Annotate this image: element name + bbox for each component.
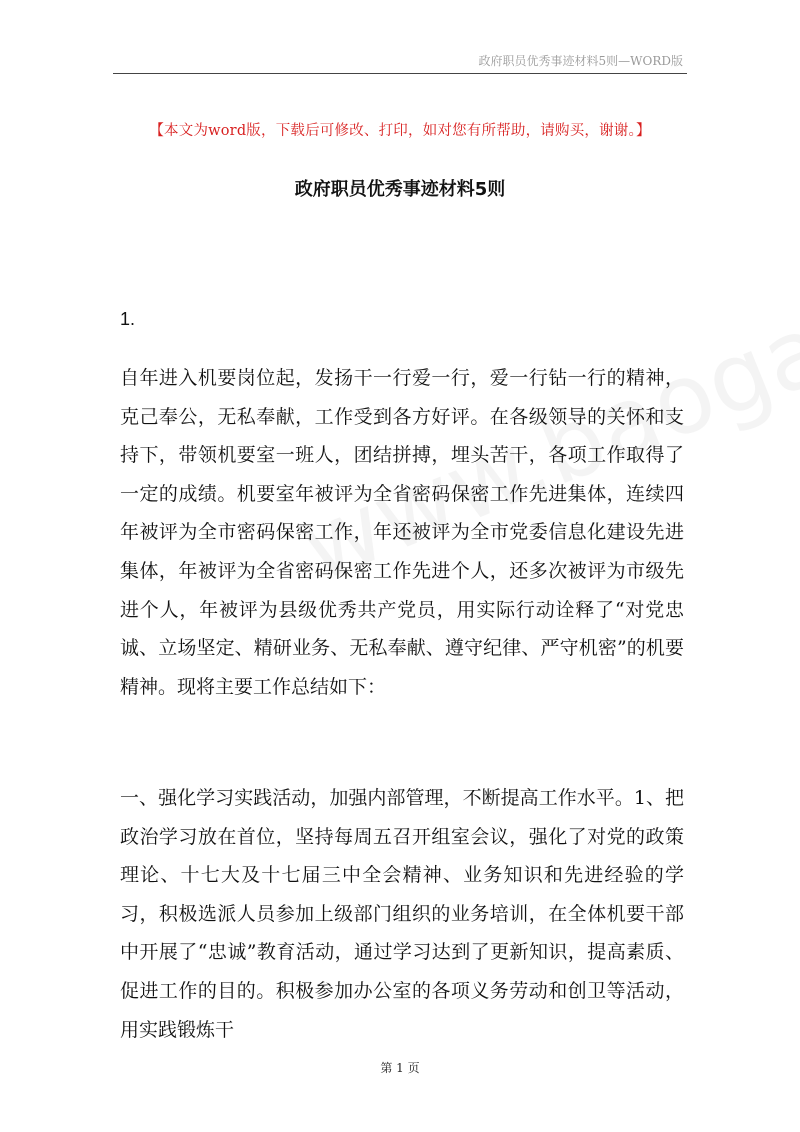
download-notice: 【本文为word版，下载后可修改、打印，如对您有所帮助，请购买，谢谢。】 xyxy=(149,123,651,139)
header-divider xyxy=(113,73,687,74)
section-number: 1. xyxy=(120,309,136,329)
page-number: 第 1 页 xyxy=(380,1061,420,1075)
body-paragraph-2: 一、强化学习实践活动，加强内部管理，不断提高工作水平。1、把政治学习放在首位，坚持每周五召开组室会议，强化了对党的政策理论、十七大及十七届三中全会精神、业务知识和先进经验的学习，积极选派人员参加上级部门组织的业务培训，在全体机要干部中开展了“忠诚”教育活动，通过学习达到了更新知识，提高素质、促进工作的目的。积极参加办公室的各项义务劳动和创卫等活动，用实践锻炼干 xyxy=(120,787,684,1041)
document-title: 政府职员优秀事迹材料5则 xyxy=(294,179,506,200)
body-paragraph-1: 自年进入机要岗位起，发扬干一行爱一行，爱一行钻一行的精神，克己奉公，无私奉献，工作受到各方好评。在各级领导的关怀和支持下，带领机要室一班人，团结拼搏，埋头苦干，各项工作取得了一定的成绩。机要室年被评为全省密码保密工作先进集体，连续四年被评为全市密码保密工作，年还被评为全市党委信息化建设先进集体，年被评为全省密码保密工作先进个人，还多次被评为市级先进个人，年被评为县级优秀共产党员，用实际行动诠释了“对党忠诚、立场坚定、精研业务、无私奉献、遵守纪律、严守机密”的机要精神。现将主要工作总结如下： xyxy=(120,367,684,698)
running-header: 政府职员优秀事迹材料5则—WORD版 xyxy=(478,54,683,68)
